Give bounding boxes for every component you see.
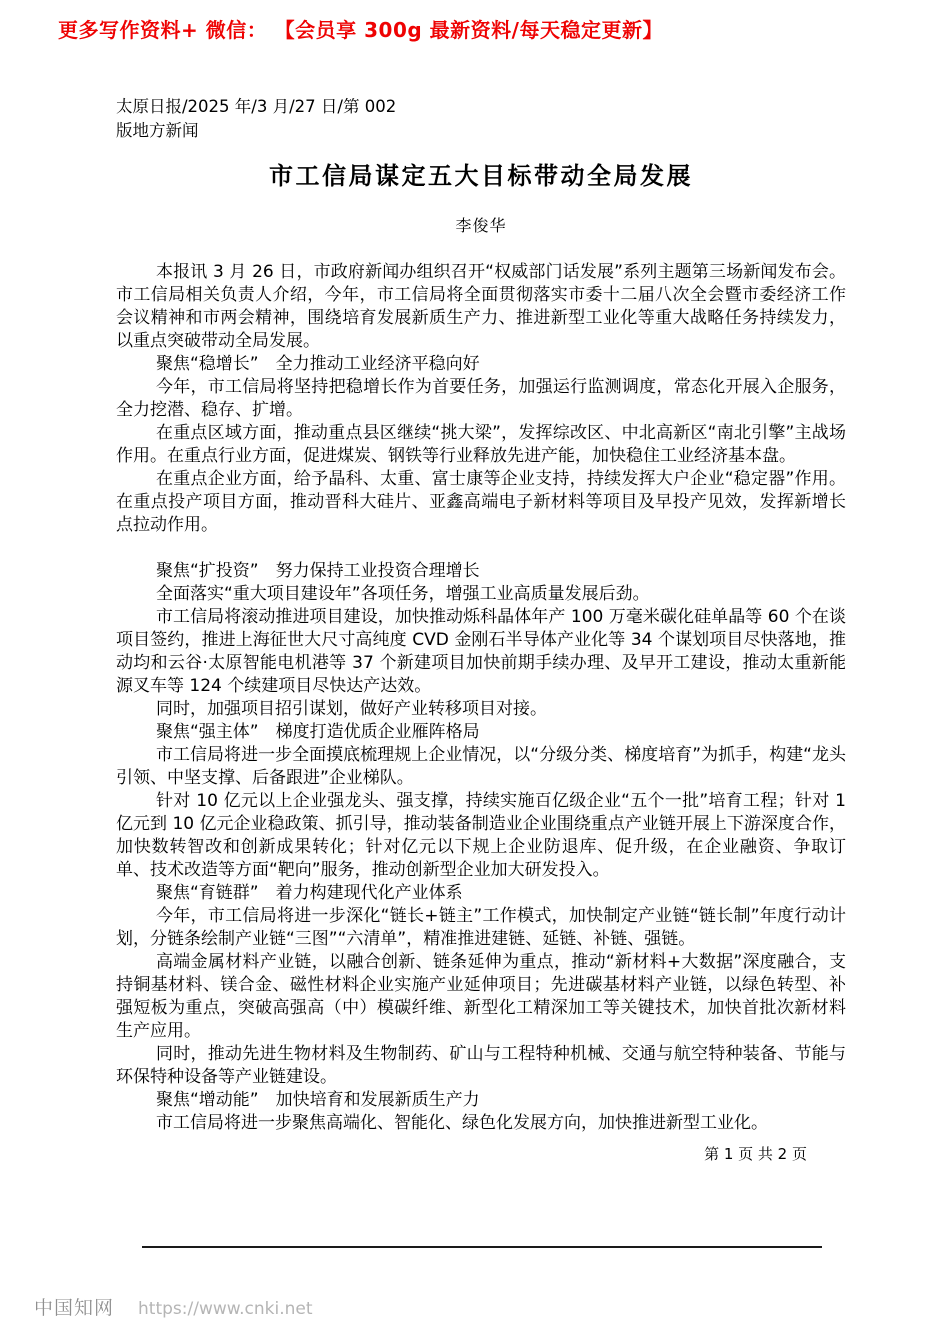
article-title: 市工信局谋定五大目标带动全局发展 [269,162,693,190]
body-paragraph: 市工信局将滚动推进项目建设，加快推动烁科晶体年产 100 万毫米碳化硅单晶等 60 个在谈项目签约，推进上海征世大尺寸高纯度 CVD 金刚石半导体产业化等 34 个谋划项目尽快落地，推动均和云谷·太原智能电机港等 37 个新建项目加快前期手续办理、及早开工建设，推动太重新能源叉车等 124 个续建项目尽快达产达效。 [116,607,846,696]
promo-banner-text: 更多写作资料+ 微信： 【会员享 300g 最新资料/每天稳定更新】 [58,18,663,42]
page-indicator: 第 1 页 共 2 页 [704,1145,807,1163]
body-paragraph: 同时，推动先进生物材料及生物制药、矿山与工程特种机械、交通与航空特种装备、节能与环保特种设备等产业链建设。 [116,1044,846,1087]
cnki-watermark [34,1293,313,1320]
cnki-brand-logo: 中国知网 [34,1297,115,1319]
section-subhead: 聚焦“增动能” 加快培育和发展新质生产力 [156,1090,480,1110]
source-citation-line1: 太原日报/2025 年/3 月/27 日/第 002 [116,97,397,116]
source-citation-line2: 版地方新闻 [116,121,199,140]
body-paragraph: 在重点企业方面，给予晶科、太重、富士康等企业支持，持续发挥大户企业“稳定器”作用。在重点投产项目方面，推动晋科大硅片、亚鑫高端电子新材料等项目及早投产见效，发挥新增长点拉动作用。 [116,469,846,535]
section-subhead: 聚焦“强主体” 梯度打造优质企业雁阵格局 [156,722,480,742]
body-paragraph: 今年，市工信局将进一步深化“链长+链主”工作模式，加快制定产业链“链长制”年度行动计划，分链条绘制产业链“三图”“六清单”，精准推进建链、延链、补链、强链。 [116,906,846,949]
section-subhead: 聚焦“扩投资” 努力保持工业投资合理增长 [156,561,480,581]
body-paragraph: 今年，市工信局将坚持把稳增长作为首要任务，加强运行监测调度，常态化开展入企服务，全力挖潜、稳存、扩增。 [116,377,846,420]
body-paragraph: 市工信局将进一步聚焦高端化、智能化、绿色化发展方向，加快推进新型工业化。 [156,1113,768,1133]
article-author: 李俊华 [455,216,507,235]
cnki-url: https://www.cnki.net [138,1299,313,1319]
body-paragraph: 本报讯 3 月 26 日，市政府新闻办组织召开“权威部门话发展”系列主题第三场新闻发布会。市工信局相关负责人介绍，今年，市工信局将全面贯彻落实市委十二届八次全会暨市委经济工作会议精神和市两会精神，围绕培育发展新质生产力、推进新型工业化等重大战略任务持续发力，以重点突破带动全局发展。 [116,262,846,351]
section-subhead: 聚焦“育链群” 着力构建现代化产业体系 [156,883,463,903]
source-citation [116,95,846,143]
body-paragraph: 同时，加强项目招引谋划，做好产业转移项目对接。 [156,699,547,719]
article-body [116,261,846,1135]
page-bottom-separator [142,1246,822,1248]
body-paragraph: 市工信局将进一步全面摸底梳理规上企业情况，以“分级分类、梯度培育”为抓手，构建“龙头引领、中坚支撑、后备跟进”企业梯队。 [116,745,846,788]
body-paragraph: 在重点区域方面，推动重点县区继续“挑大梁”，发挥综改区、中北高新区“南北引擎”主战场作用。在重点行业方面，促进煤炭、钢铁等行业释放先进产能，加快稳住工业经济基本盘。 [116,423,846,466]
blank-line [116,537,846,560]
section-subhead: 聚焦“稳增长” 全力推动工业经济平稳向好 [156,354,480,374]
body-paragraph: 高端金属材料产业链，以融合创新、链条延伸为重点，推动“新材料+大数据”深度融合，支持铜基材料、镁合金、磁性材料企业实施产业延伸项目；先进碳基材料产业链，以绿色转型、补强短板为重点，突破高强高（中）模碳纤维、新型化工精深加工等关键技术，加快首批次新材料生产应用。 [116,952,846,1041]
body-paragraph: 全面落实“重大项目建设年”各项任务，增强工业高质量发展后劲。 [156,584,650,604]
body-paragraph: 针对 10 亿元以上企业强龙头、强支撑，持续实施百亿级企业“五个一批”培育工程；针对 1 亿元到 10 亿元企业稳政策、抓引导，推动装备制造业企业围绕重点产业链开展上下游深度合作，加快数转智改和创新成果转化；针对亿元以下规上企业防退库、促升级，在企业融资、争取订单、技术改造等方面“靶向”服务，推动创新型企业加大研发投入。 [116,791,846,880]
article-content [116,95,846,1135]
